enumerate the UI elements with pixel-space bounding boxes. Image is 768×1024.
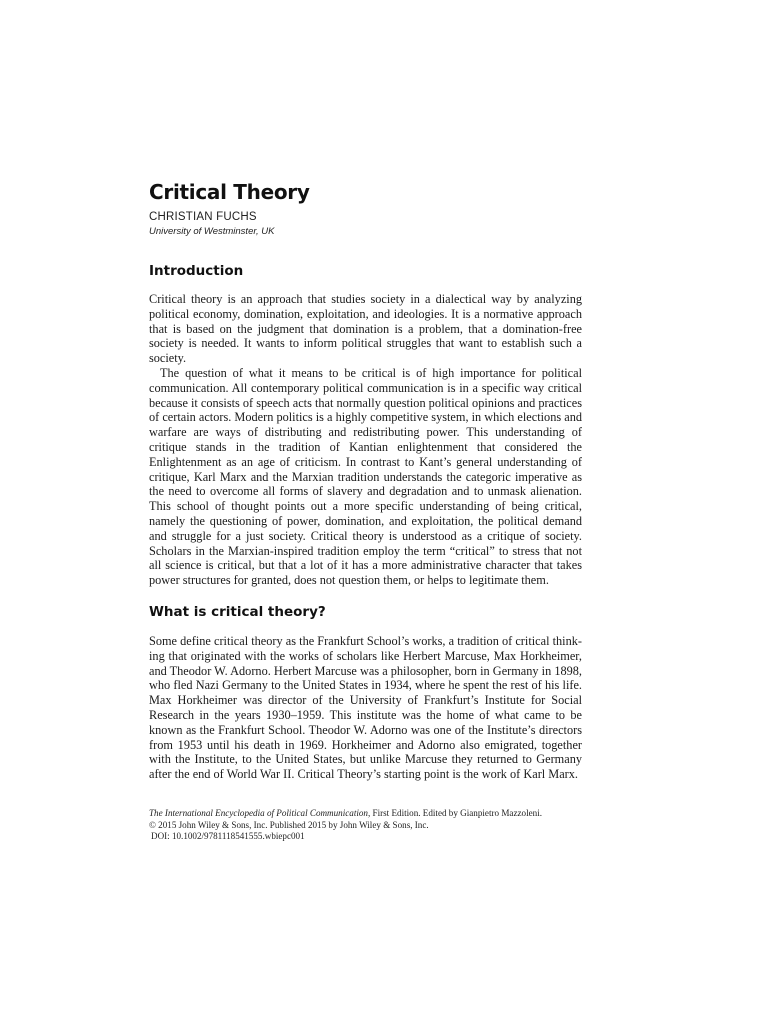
author-affiliation: University of Westminster, UK [149, 226, 275, 237]
section-heading-introduction: Introduction [149, 263, 244, 279]
source-title: The International Encyclopedia of Political Communication, [149, 808, 371, 818]
paragraph: The question of what it means to be critical is of high importance for political communication. All contemporary political communication is in a specific way critical because it consists of speech acts that normally question political opinions and practices of certain actors. Modern politics is a highly competitive system, in which elections and warfare are ways of distributing and redistributing power. This understanding of critique stands in the tradition of Kantian enlightenment that considered the Enlightenment as an age of criticism. In contrast to Kant’s general understanding of critique, Karl Marx and the Marxian tradition understands the categoric imperative as the need to overcome all forms of slavery and degradation and to unmask alienation. This school of thought points out a more specific understanding of being critical, namely the questioning of power, domination, and exploitation, the political demand and struggle for a just society. Critical theory is understood as a critique of society. Scholars in the Marxian-inspired tradition employ the term “critical” to stress that not all science is critical, but that a lot of it has a more administrative character that takes power structures for granted, does not question them, or helps to legitimate them. [149, 365, 583, 588]
copyright-line: © 2015 John Wiley & Sons, Inc. Published 2015 by John Wiley & Sons, Inc. [149, 819, 429, 830]
source-edition: First Edition. Edited by Gianpietro Mazzoleni. [370, 808, 542, 818]
what-is-critical-theory-body [149, 634, 582, 782]
section-heading-what-is-critical-theory: What is critical theory? [149, 604, 326, 620]
article-title: Critical Theory [149, 180, 310, 204]
author-name: CHRISTIAN FUCHS [149, 211, 257, 223]
citation-line [149, 808, 589, 820]
footnote-block [149, 808, 589, 843]
doi-line: DOI: 10.1002/9781118541555.wbiepc001 [151, 831, 305, 842]
introduction-body [149, 292, 582, 588]
paragraph: Some define critical theory as the Frankfurt School’s works, a tradition of critical thinking that originated with the works of scholars like Herbert Marcuse, Max Horkheimer, and Theodor W. Adorno. Herbert Marcuse was a philosopher, born in Germany in 1898, who fled Nazi Germany to the United States in 1934, where he spent the rest of his life. Max Horkheimer was director of the University of Frankfurt’s Institute for Social Research in the years 1930–1959. This institute was the home of what came to be known as the Frankfurt School. Theodor W. Adorno was one of the Institute’s directors from 1953 until his death in 1969. Horkheimer and Adorno also emigrated, together with the Institute, to the United States, but unlike Marcuse they returned to Germany after the end of World War II. Critical Theory’s starting point is the work of Karl Marx. [149, 634, 582, 782]
paragraph: Critical theory is an approach that studies society in a dialectical way by analyzing political economy, domination, exploitation, and ideologies. It is a normative approach that is based on the judgment that domination is a problem, that a domination-free society is needed. It wants to inform political struggles that want to establish such a society. [149, 292, 582, 366]
